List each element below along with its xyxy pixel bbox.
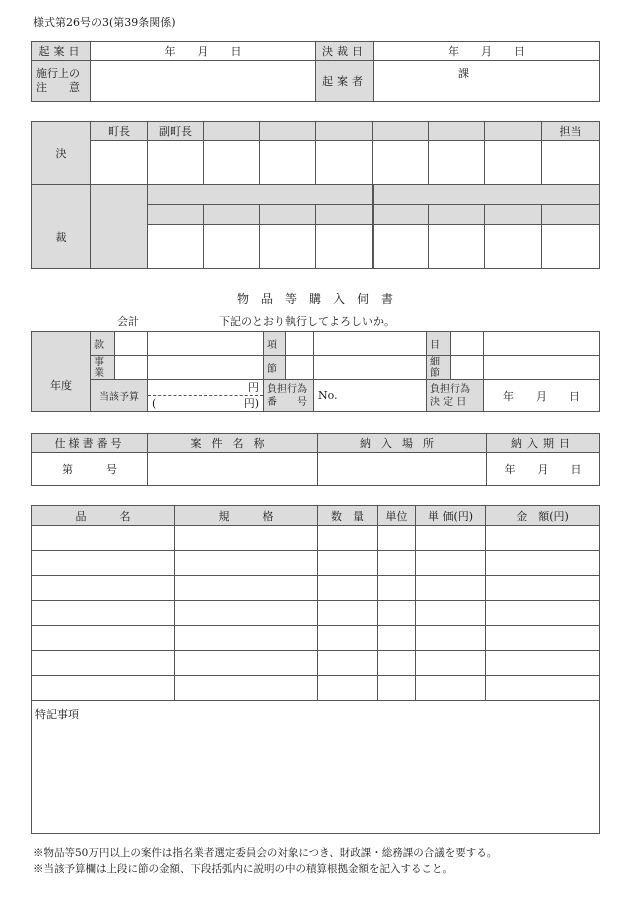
delivery-date-header: 納入期日 bbox=[487, 434, 600, 453]
role-4 bbox=[316, 122, 373, 141]
setsu-field[interactable] bbox=[286, 356, 314, 380]
items-table bbox=[31, 505, 600, 834]
draft-date-field[interactable]: 年 月 日 bbox=[91, 42, 316, 61]
spec-number-field[interactable]: 第 号 bbox=[32, 453, 148, 486]
approval-label-top: 決 bbox=[32, 122, 91, 185]
notes-label-line1: 施行上の bbox=[36, 67, 80, 80]
burden-date-field[interactable]: 年 月 日 bbox=[484, 380, 600, 412]
note-1: ※物品等50万円以上の案件は指名業者選定委員会の対象につき、財政課・総務課の合議を要する。 bbox=[33, 847, 498, 859]
remarks-field[interactable] bbox=[32, 701, 600, 834]
unit-price-header: 単 価(円) bbox=[416, 506, 486, 526]
item-cell[interactable] bbox=[416, 626, 486, 651]
council-role bbox=[485, 205, 542, 225]
yen-unit: 円 bbox=[248, 381, 259, 394]
table-row bbox=[32, 576, 600, 601]
jigyo-label-2: 業 bbox=[94, 367, 104, 379]
council-seal[interactable] bbox=[204, 225, 260, 269]
item-cell[interactable] bbox=[318, 601, 378, 626]
burden-no-field[interactable] bbox=[314, 380, 427, 412]
item-cell[interactable] bbox=[32, 626, 175, 651]
item-cell[interactable] bbox=[378, 551, 416, 576]
seal-cell[interactable] bbox=[429, 141, 485, 185]
table-row bbox=[32, 676, 600, 701]
no-prefix: No. bbox=[318, 389, 338, 402]
jigyo-field[interactable] bbox=[115, 356, 148, 380]
item-cell[interactable] bbox=[416, 576, 486, 601]
item-cell[interactable] bbox=[318, 576, 378, 601]
approval-table bbox=[31, 121, 600, 269]
quantity-header: 数 量 bbox=[318, 506, 378, 526]
role-5 bbox=[373, 122, 429, 141]
council-role bbox=[148, 205, 204, 225]
saisetsu-label-2: 節 bbox=[430, 367, 440, 379]
council-header-right bbox=[373, 185, 600, 205]
setsu-name-field[interactable] bbox=[314, 356, 427, 380]
item-cell[interactable] bbox=[318, 551, 378, 576]
saisetsu-field[interactable] bbox=[451, 356, 484, 380]
request-text: 下記のとおり執行してよろしいか。 bbox=[219, 315, 395, 328]
spec-header: 規 格 bbox=[175, 506, 318, 526]
role-1: 副町長 bbox=[148, 122, 204, 141]
role-8: 担当 bbox=[542, 122, 600, 141]
table-row bbox=[32, 551, 600, 576]
council-role bbox=[542, 205, 600, 225]
kou-field[interactable] bbox=[286, 332, 314, 356]
budget-amount-upper[interactable] bbox=[148, 380, 263, 396]
role-6 bbox=[429, 122, 485, 141]
item-cell[interactable] bbox=[416, 551, 486, 576]
council-seal[interactable] bbox=[485, 225, 542, 269]
item-cell[interactable] bbox=[416, 601, 486, 626]
burden-date-label-2: 決 定 日 bbox=[430, 396, 467, 408]
seal-cell[interactable] bbox=[316, 141, 373, 185]
moku-label: 目 bbox=[427, 332, 451, 356]
item-cell[interactable] bbox=[416, 676, 486, 701]
burden-date-label bbox=[427, 380, 484, 412]
kan-label: 款 bbox=[91, 332, 115, 356]
council-seal[interactable] bbox=[316, 225, 373, 269]
budget-table bbox=[31, 331, 600, 412]
item-cell[interactable] bbox=[378, 651, 416, 676]
table-row bbox=[32, 626, 600, 651]
item-cell[interactable] bbox=[175, 626, 318, 651]
notes-label-line2: 注 意 bbox=[36, 81, 80, 94]
council-role bbox=[316, 205, 373, 225]
amount-header: 金 額(円) bbox=[486, 506, 600, 526]
kou-name-field[interactable] bbox=[314, 332, 427, 356]
moku-name-field[interactable] bbox=[484, 332, 600, 356]
item-cell[interactable] bbox=[378, 601, 416, 626]
item-cell[interactable] bbox=[32, 601, 175, 626]
drafter-label: 起案者 bbox=[316, 61, 374, 102]
item-cell[interactable] bbox=[378, 576, 416, 601]
item-cell[interactable] bbox=[32, 551, 175, 576]
yen-unit-paren: 円) bbox=[243, 397, 259, 410]
budget-amount-field[interactable] bbox=[148, 380, 264, 412]
saisetsu-label bbox=[427, 356, 451, 380]
item-cell[interactable] bbox=[32, 576, 175, 601]
approval-blank-col bbox=[91, 185, 148, 269]
council-role bbox=[429, 205, 485, 225]
seal-cell[interactable] bbox=[373, 141, 429, 185]
item-cell[interactable] bbox=[175, 676, 318, 701]
item-cell[interactable] bbox=[378, 626, 416, 651]
remarks-label: 特記事項 bbox=[35, 708, 79, 721]
council-seal[interactable] bbox=[373, 225, 429, 269]
account-label: 会計 bbox=[117, 315, 139, 328]
form-id: 様式第26号の3(第39条関係) bbox=[33, 16, 176, 29]
case-name-field[interactable] bbox=[148, 453, 318, 486]
item-cell[interactable] bbox=[486, 526, 600, 551]
table-row bbox=[32, 526, 600, 551]
delivery-place-field[interactable] bbox=[318, 453, 487, 486]
kou-label: 項 bbox=[264, 332, 286, 356]
burden-no-label-1: 負担行為 bbox=[267, 383, 307, 395]
item-cell[interactable] bbox=[32, 676, 175, 701]
item-cell[interactable] bbox=[175, 651, 318, 676]
table-row bbox=[32, 601, 600, 626]
item-cell[interactable] bbox=[175, 526, 318, 551]
item-cell[interactable] bbox=[175, 576, 318, 601]
item-cell[interactable] bbox=[175, 551, 318, 576]
item-cell[interactable] bbox=[32, 526, 175, 551]
seal-cell[interactable] bbox=[91, 141, 148, 185]
paren-open: ( bbox=[152, 397, 157, 410]
item-cell[interactable] bbox=[486, 576, 600, 601]
unit-header: 単位 bbox=[378, 506, 416, 526]
item-cell[interactable] bbox=[378, 526, 416, 551]
council-header-left bbox=[148, 185, 373, 205]
approval-label-bottom: 裁 bbox=[32, 185, 91, 269]
burden-date-label-1: 負担行為 bbox=[430, 383, 470, 395]
role-7 bbox=[485, 122, 542, 141]
item-cell[interactable] bbox=[318, 651, 378, 676]
item-name-header: 品 名 bbox=[32, 506, 175, 526]
fiscal-year-text: 年度 bbox=[50, 379, 72, 392]
council-role bbox=[204, 205, 260, 225]
section-suffix: 課 bbox=[458, 67, 469, 80]
council-role bbox=[260, 205, 316, 225]
item-cell[interactable] bbox=[486, 626, 600, 651]
item-cell[interactable] bbox=[486, 551, 600, 576]
spec-table bbox=[31, 433, 600, 486]
document-title: 物 品 等 購 入 伺 書 bbox=[236, 292, 393, 306]
seal-cell[interactable] bbox=[260, 141, 316, 185]
jigyo-name-field[interactable] bbox=[148, 356, 264, 380]
council-seal[interactable] bbox=[260, 225, 316, 269]
item-cell[interactable] bbox=[416, 526, 486, 551]
burden-no-label bbox=[264, 380, 314, 412]
kan-field[interactable] bbox=[115, 332, 148, 356]
item-cell[interactable] bbox=[318, 526, 378, 551]
item-cell[interactable] bbox=[416, 651, 486, 676]
seal-cell[interactable] bbox=[148, 141, 204, 185]
draft-date-label: 起案日 bbox=[32, 42, 91, 61]
decision-date-label: 決裁日 bbox=[316, 42, 374, 61]
item-cell[interactable] bbox=[486, 601, 600, 626]
council-seal[interactable] bbox=[429, 225, 485, 269]
spec-number-header: 仕様書番号 bbox=[32, 434, 148, 453]
setsu-label: 節 bbox=[264, 356, 286, 380]
item-cell[interactable] bbox=[318, 676, 378, 701]
jigyo-label-1: 事 bbox=[94, 356, 104, 368]
role-3 bbox=[260, 122, 316, 141]
moku-field[interactable] bbox=[451, 332, 484, 356]
item-cell[interactable] bbox=[486, 651, 600, 676]
council-seal[interactable] bbox=[148, 225, 204, 269]
seal-cell[interactable] bbox=[204, 141, 260, 185]
item-cell[interactable] bbox=[32, 651, 175, 676]
item-cell[interactable] bbox=[486, 676, 600, 701]
role-2 bbox=[204, 122, 260, 141]
delivery-date-field[interactable]: 年 月 日 bbox=[487, 453, 600, 486]
case-name-header: 案件名称 bbox=[148, 434, 318, 453]
fiscal-year-label bbox=[32, 332, 91, 412]
kan-name-field[interactable] bbox=[148, 332, 264, 356]
decision-date-field[interactable]: 年 月 日 bbox=[374, 42, 600, 61]
budget-label: 当該予算 bbox=[91, 380, 148, 412]
item-cell[interactable] bbox=[378, 676, 416, 701]
budget-amount-lower[interactable] bbox=[148, 396, 263, 411]
item-cell[interactable] bbox=[318, 626, 378, 651]
saisetsu-name-field[interactable] bbox=[484, 356, 600, 380]
header-table bbox=[31, 41, 600, 102]
item-cell[interactable] bbox=[175, 601, 318, 626]
jigyo-label bbox=[91, 356, 115, 380]
notes-label bbox=[32, 61, 91, 102]
saisetsu-label-1: 細 bbox=[430, 356, 440, 368]
burden-no-label-2: 番 号 bbox=[267, 396, 307, 408]
council-role bbox=[373, 205, 429, 225]
seal-cell[interactable] bbox=[542, 141, 600, 185]
council-seal[interactable] bbox=[542, 225, 600, 269]
seal-cell[interactable] bbox=[485, 141, 542, 185]
table-row bbox=[32, 651, 600, 676]
notes-field[interactable] bbox=[91, 61, 316, 102]
role-0: 町長 bbox=[91, 122, 148, 141]
drafter-field[interactable] bbox=[374, 61, 600, 102]
note-2: ※当該予算欄は上段に節の金額、下段括弧内に説明の中の積算根拠金額を記入すること。 bbox=[33, 863, 453, 875]
delivery-place-header: 納入場所 bbox=[318, 434, 487, 453]
